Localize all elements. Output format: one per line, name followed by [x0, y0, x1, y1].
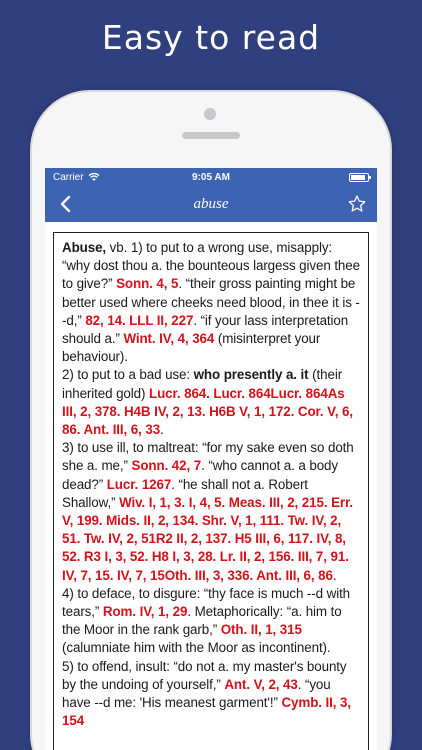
definition-text: 2) to put to a bad use:: [62, 367, 194, 383]
definition-text: . Metaphorically: “a. him to the Moor in the rank garb,”: [62, 604, 342, 638]
citation-link[interactable]: Ant. V, 2, 43: [224, 676, 298, 692]
emphasized-quote: who presently a. it: [193, 367, 309, 383]
battery-fill: [351, 175, 365, 180]
definition-text: .: [160, 422, 164, 438]
citation-link[interactable]: Cymb. II, 3, 154: [62, 695, 351, 729]
headline: Easy to read: [101, 18, 321, 57]
nav-bar: [45, 186, 377, 222]
citation-link[interactable]: Wiv. I, 1, 3. I, 4, 5. Meas. III, 2, 215. Err. V, 199. Mids. II, 2, 134. Shr. V, 1, 111. Tw. IV, 2, 51. Tw. IV, 2, 51R2 II, 2, 137. H5 III, 6, 117. IV, 8, 52. R3 I, 3, 52. H8 I, 3, 28. Lr. II, 2, 156. III, 7, 91. IV, 7, 15. IV, 7, 15Oth. III, 3, 336. Ant. III, 6, 86: [62, 494, 354, 583]
phone-frame: [32, 92, 390, 750]
dictionary-entry: [62, 239, 360, 730]
back-button[interactable]: [53, 192, 77, 216]
definition-panel: [53, 232, 369, 750]
definition-text: . “you have --d me: 'His meanest garment'!”: [62, 676, 331, 711]
definition-text: vb. 1) to put to a wrong use, misapply: “why dost thou a. the bounteous largess given thee to give?”: [62, 240, 360, 292]
definition-text: 4) to deface, to disgure: “thy face is much --d with tears,”: [62, 585, 351, 620]
definition-text: . “he shall not a. Robert Shallow,”: [62, 476, 308, 510]
citation-link[interactable]: Oth. II, 1, 315: [220, 622, 302, 638]
citation-link[interactable]: Lucr. 1267: [106, 476, 172, 492]
page-title: abuse: [193, 195, 229, 212]
status-bar: [45, 168, 377, 186]
citation-link[interactable]: Lucr. 864. Lucr. 864Lucr. 864As III, 2, 378. H4B IV, 2, 13. H6B V, 1, 172. Cor. V, 6, 86. Ant. III, 6, 33: [62, 385, 353, 438]
definition-text: 5) to offend, insult: “do not a. my master's bounty by the undoing of yourself,”: [62, 658, 347, 692]
definition-text: .: [332, 567, 337, 583]
favorite-button[interactable]: [345, 192, 369, 216]
citation-link[interactable]: 82, 14. LLL II, 227: [85, 312, 194, 328]
definition-text: (misinterpret your behaviour).: [62, 331, 321, 365]
camera: [204, 108, 216, 120]
speaker-grille: [182, 132, 240, 139]
citation-link[interactable]: Sonn. 4, 5: [116, 276, 179, 292]
carrier-label: Carrier: [53, 171, 84, 183]
citation-link[interactable]: Sonn. 42, 7: [131, 458, 202, 474]
definition-text: (their inherited gold): [62, 367, 343, 401]
citation-link[interactable]: Wint. IV, 4, 364: [123, 331, 215, 347]
status-time: 9:05 AM: [192, 171, 230, 183]
citation-link[interactable]: Rom. IV, 1, 29: [102, 604, 188, 620]
chevron-left-icon: [59, 195, 71, 213]
headword: Abuse,: [62, 240, 107, 255]
definition-text: . “who cannot a. a body dead?”: [62, 458, 338, 492]
star-outline-icon: [347, 194, 367, 214]
battery-icon: [349, 173, 369, 182]
definition-text: (calumniate him with the Moor as incontinent).: [62, 640, 331, 656]
definition-text: . “their gross painting might be better used where cheeks need blood, in thee it is --d,”: [62, 276, 360, 328]
definition-text: . “if your lass interpretation should a.”: [62, 312, 349, 347]
definition-text: 3) to use ill, to maltreat: “for my sake even so doth she a. me,”: [62, 440, 354, 474]
screen: [45, 168, 377, 750]
